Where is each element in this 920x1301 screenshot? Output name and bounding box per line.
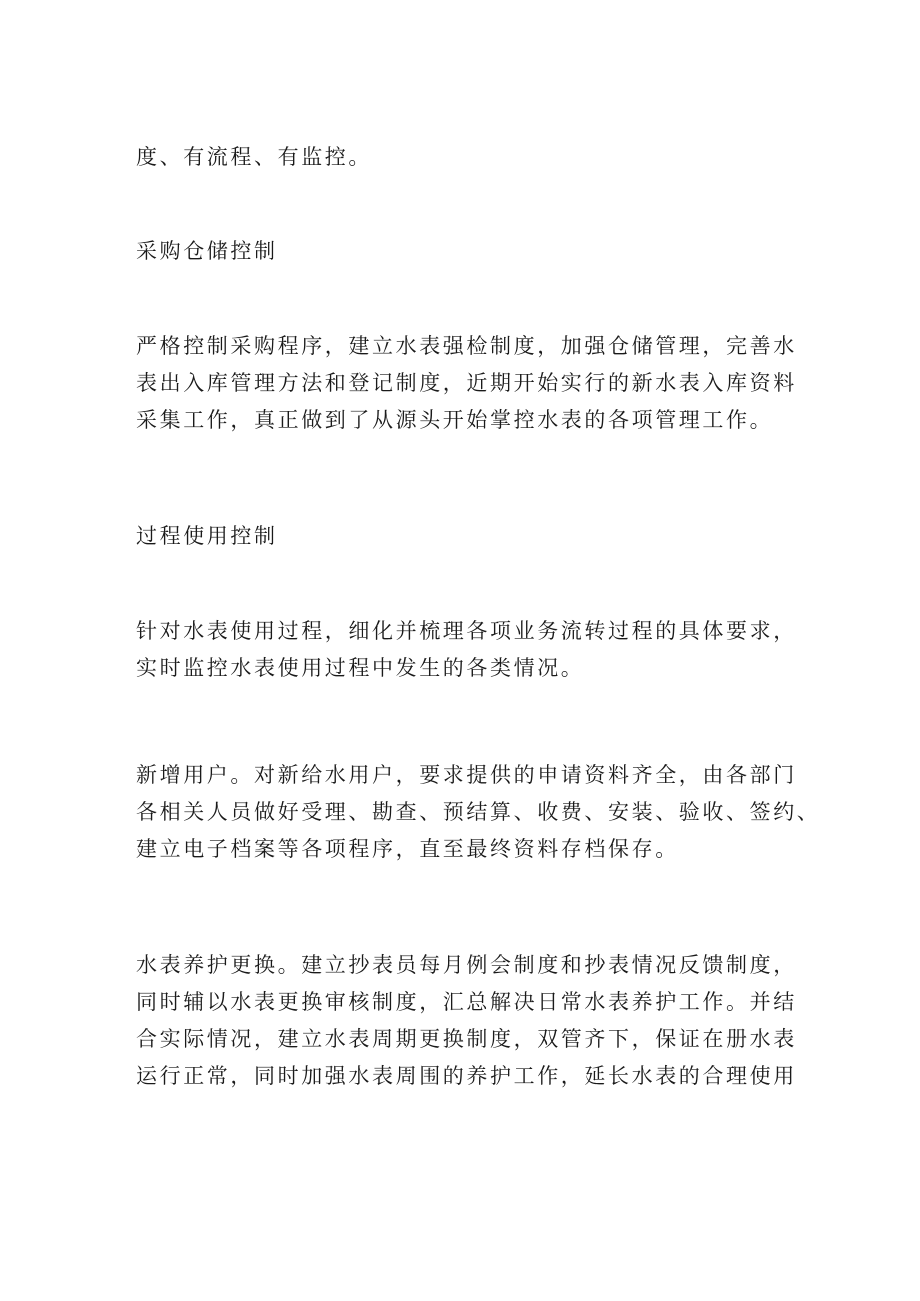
section-heading-process-usage: [136, 518, 796, 555]
paragraph-intro-tail: [136, 139, 796, 176]
paragraph-new-users: [136, 757, 821, 868]
paragraph-line: 实时监控水表使用过程中发生的各类情况。: [136, 656, 585, 680]
paragraph-line: 合实际情况，建立水表周期更换制度，双管齐下，保证在册水表: [136, 1027, 797, 1051]
paragraph-meter-maintenance: [136, 947, 796, 1095]
paragraph-line: 水表养护更换。建立抄表员每月例会制度和抄表情况反馈制度，: [136, 953, 797, 977]
paragraph-line: 度、有流程、有监控。: [136, 145, 372, 169]
section-heading-procurement-storage: [136, 233, 796, 270]
heading-text: 过程使用控制: [136, 524, 278, 548]
paragraph-line: 各相关人员做好受理、勘查、预结算、收费、安装、验收、签约、: [136, 800, 821, 824]
paragraph-procurement: [136, 328, 796, 439]
paragraph-line: 运行正常，同时加强水表周围的养护工作，延长水表的合理使用: [136, 1064, 797, 1088]
paragraph-line: 针对水表使用过程，细化并梳理各项业务流转过程的具体要求，: [136, 619, 797, 643]
heading-text: 采购仓储控制: [136, 239, 278, 263]
paragraph-line: 新增用户。对新给水用户，要求提供的申请资料齐全，由各部门: [136, 763, 797, 787]
paragraph-line: 表出入库管理方法和登记制度，近期开始实行的新水表入库资料: [136, 371, 797, 395]
paragraph-usage: [136, 613, 796, 687]
paragraph-line: 同时辅以水表更换审核制度，汇总解决日常水表养护工作。并结: [136, 990, 797, 1014]
paragraph-line: 严格控制采购程序，建立水表强检制度，加强仓储管理，完善水: [136, 334, 797, 358]
paragraph-line: 采集工作，真正做到了从源头开始掌控水表的各项管理工作。: [136, 408, 774, 432]
paragraph-line: 建立电子档案等各项程序，直至最终资料存档保存。: [136, 837, 679, 861]
